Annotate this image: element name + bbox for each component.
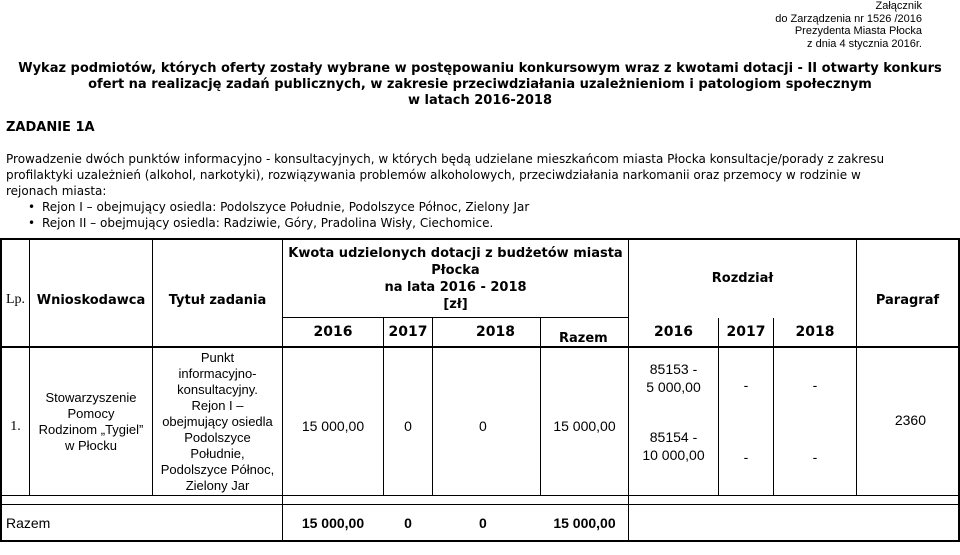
task-title-line: informacyjno- <box>178 365 257 381</box>
section-code: 85154 - <box>649 429 698 445</box>
bullet-icon: • <box>28 200 36 214</box>
col-header-paragraph: Paragraf <box>875 292 940 308</box>
task-title-line: Południe, <box>190 445 245 461</box>
document-title <box>0 61 960 109</box>
region-item <box>6 215 946 231</box>
task-title-line: Podolszyce Północ, <box>160 461 275 477</box>
col-header-2016: 2016 <box>313 324 353 340</box>
applicant-line: Pomocy <box>67 405 115 421</box>
annex-header <box>682 0 922 50</box>
row-amount-2018: 0 <box>479 417 487 434</box>
region-list <box>6 199 946 231</box>
col-header-2018: 2018 <box>476 324 515 340</box>
description-line-3: rejonach miasta: <box>6 184 107 198</box>
total-2017: 0 <box>404 514 412 531</box>
task-title-line: Podolszyce <box>184 429 251 445</box>
title-line-3: w latach 2016-2018 <box>408 93 552 108</box>
total-2018: 0 <box>479 514 487 531</box>
task-title-line: Punkt <box>200 349 235 365</box>
section-b-2018: - <box>812 449 818 465</box>
annex-line-4: z dnia 4 stycznia 2016r. <box>807 37 922 50</box>
col-header-2017: 2017 <box>388 324 428 340</box>
description-line-2: profilaktyki uzależnień (alkohol, narkotyki), rozwiązywania problemów alkoholowych, przeciwdziałania narkomanii oraz przemocy w rodzinie w <box>6 168 861 182</box>
applicant-line: Rodzinom „Tygiel” <box>38 421 144 437</box>
row-paragraph: 2360 <box>894 411 926 428</box>
row-amount-2016: 15 000,00 <box>301 417 365 434</box>
task-title-line: obejmujący osiedla <box>162 413 273 429</box>
section-b-2017: - <box>743 449 749 465</box>
col-header-applicant: Wnioskodawca <box>36 292 146 308</box>
col-header-section-2016: 2016 <box>654 324 693 340</box>
annex-line-2: do Zarządzenia nr 1526 /2016 <box>775 12 922 25</box>
task-title-line: Rejon I – <box>191 397 244 413</box>
col-header-total: Razem <box>559 330 608 346</box>
amount-header-line-1: Kwota udzielonych dotacji z budżetów miasta <box>288 245 623 261</box>
section-amount: 10 000,00 <box>642 447 705 463</box>
amount-header-line-3: na lata 2016 - 2018 <box>384 279 527 295</box>
col-header-amount <box>283 240 628 317</box>
task-description <box>6 151 946 231</box>
section-entry-b <box>629 428 718 464</box>
region-item <box>6 199 946 215</box>
amount-header-line-4: [zł] <box>443 296 468 312</box>
grants-table <box>0 238 960 555</box>
section-a-2018: - <box>812 377 818 393</box>
row-amount-total: 15 000,00 <box>553 417 616 434</box>
section-a-2017: - <box>743 377 749 393</box>
amount-header-line-2: Płocka <box>431 262 480 278</box>
col-header-section: Rozdział <box>711 271 774 286</box>
col-header-section-2017: 2017 <box>726 324 766 340</box>
annex-line-1: Załącznik <box>875 0 922 12</box>
description-line-1: Prowadzenie dwóch punktów informacyjno - konsultacyjnych, w których będą udzielane mieszkańcom miasta Płocka konsultacje/porady z zakresu <box>6 152 885 166</box>
section-code: 85153 - <box>649 361 698 377</box>
section-amount: 5 000,00 <box>646 379 701 395</box>
annex-line-3: Prezydenta Miasta Płocka <box>794 25 922 37</box>
total-row-label: Razem <box>6 514 51 531</box>
applicant-line: w Płocku <box>64 437 118 453</box>
total-sum: 15 000,00 <box>553 514 616 531</box>
region-item-text: Rejon II – obejmujący osiedla: Radziwie, Góry, Pradolina Wisły, Ciechomice. <box>42 216 494 230</box>
col-header-task-title: Tytuł zadania <box>168 292 267 308</box>
region-item-text: Rejon I – obejmujący osiedla: Podolszyce Południe, Podolszyce Północ, Zielony Jar <box>42 200 530 214</box>
total-2016: 15 000,00 <box>301 514 365 531</box>
section-entry-a <box>629 360 718 396</box>
col-header-lp: Lp. <box>5 292 26 307</box>
task-title-line: konsultacyjny. <box>177 381 258 397</box>
row-lp: 1. <box>10 418 21 434</box>
task-title-line: Zielony Jar <box>185 477 250 493</box>
bullet-icon: • <box>28 216 36 230</box>
row-applicant <box>30 348 152 495</box>
row-amount-2017: 0 <box>404 417 412 434</box>
applicant-line: Stowarzyszenie <box>45 389 137 405</box>
col-header-section-2018: 2018 <box>795 324 835 340</box>
title-line-2: ofert na realizację zadań publicznych, w zakresie przeciwdziałania uzależnieniom i patologiom społecznym <box>88 77 872 92</box>
title-line-1: Wykaz podmiotów, których oferty zostały wybrane w postępowaniu konkursowym wraz z kwotami dotacji - II otwarty konkurs <box>18 61 942 76</box>
row-task-title <box>153 348 282 495</box>
task-label: ZADANIE 1A <box>6 120 95 135</box>
